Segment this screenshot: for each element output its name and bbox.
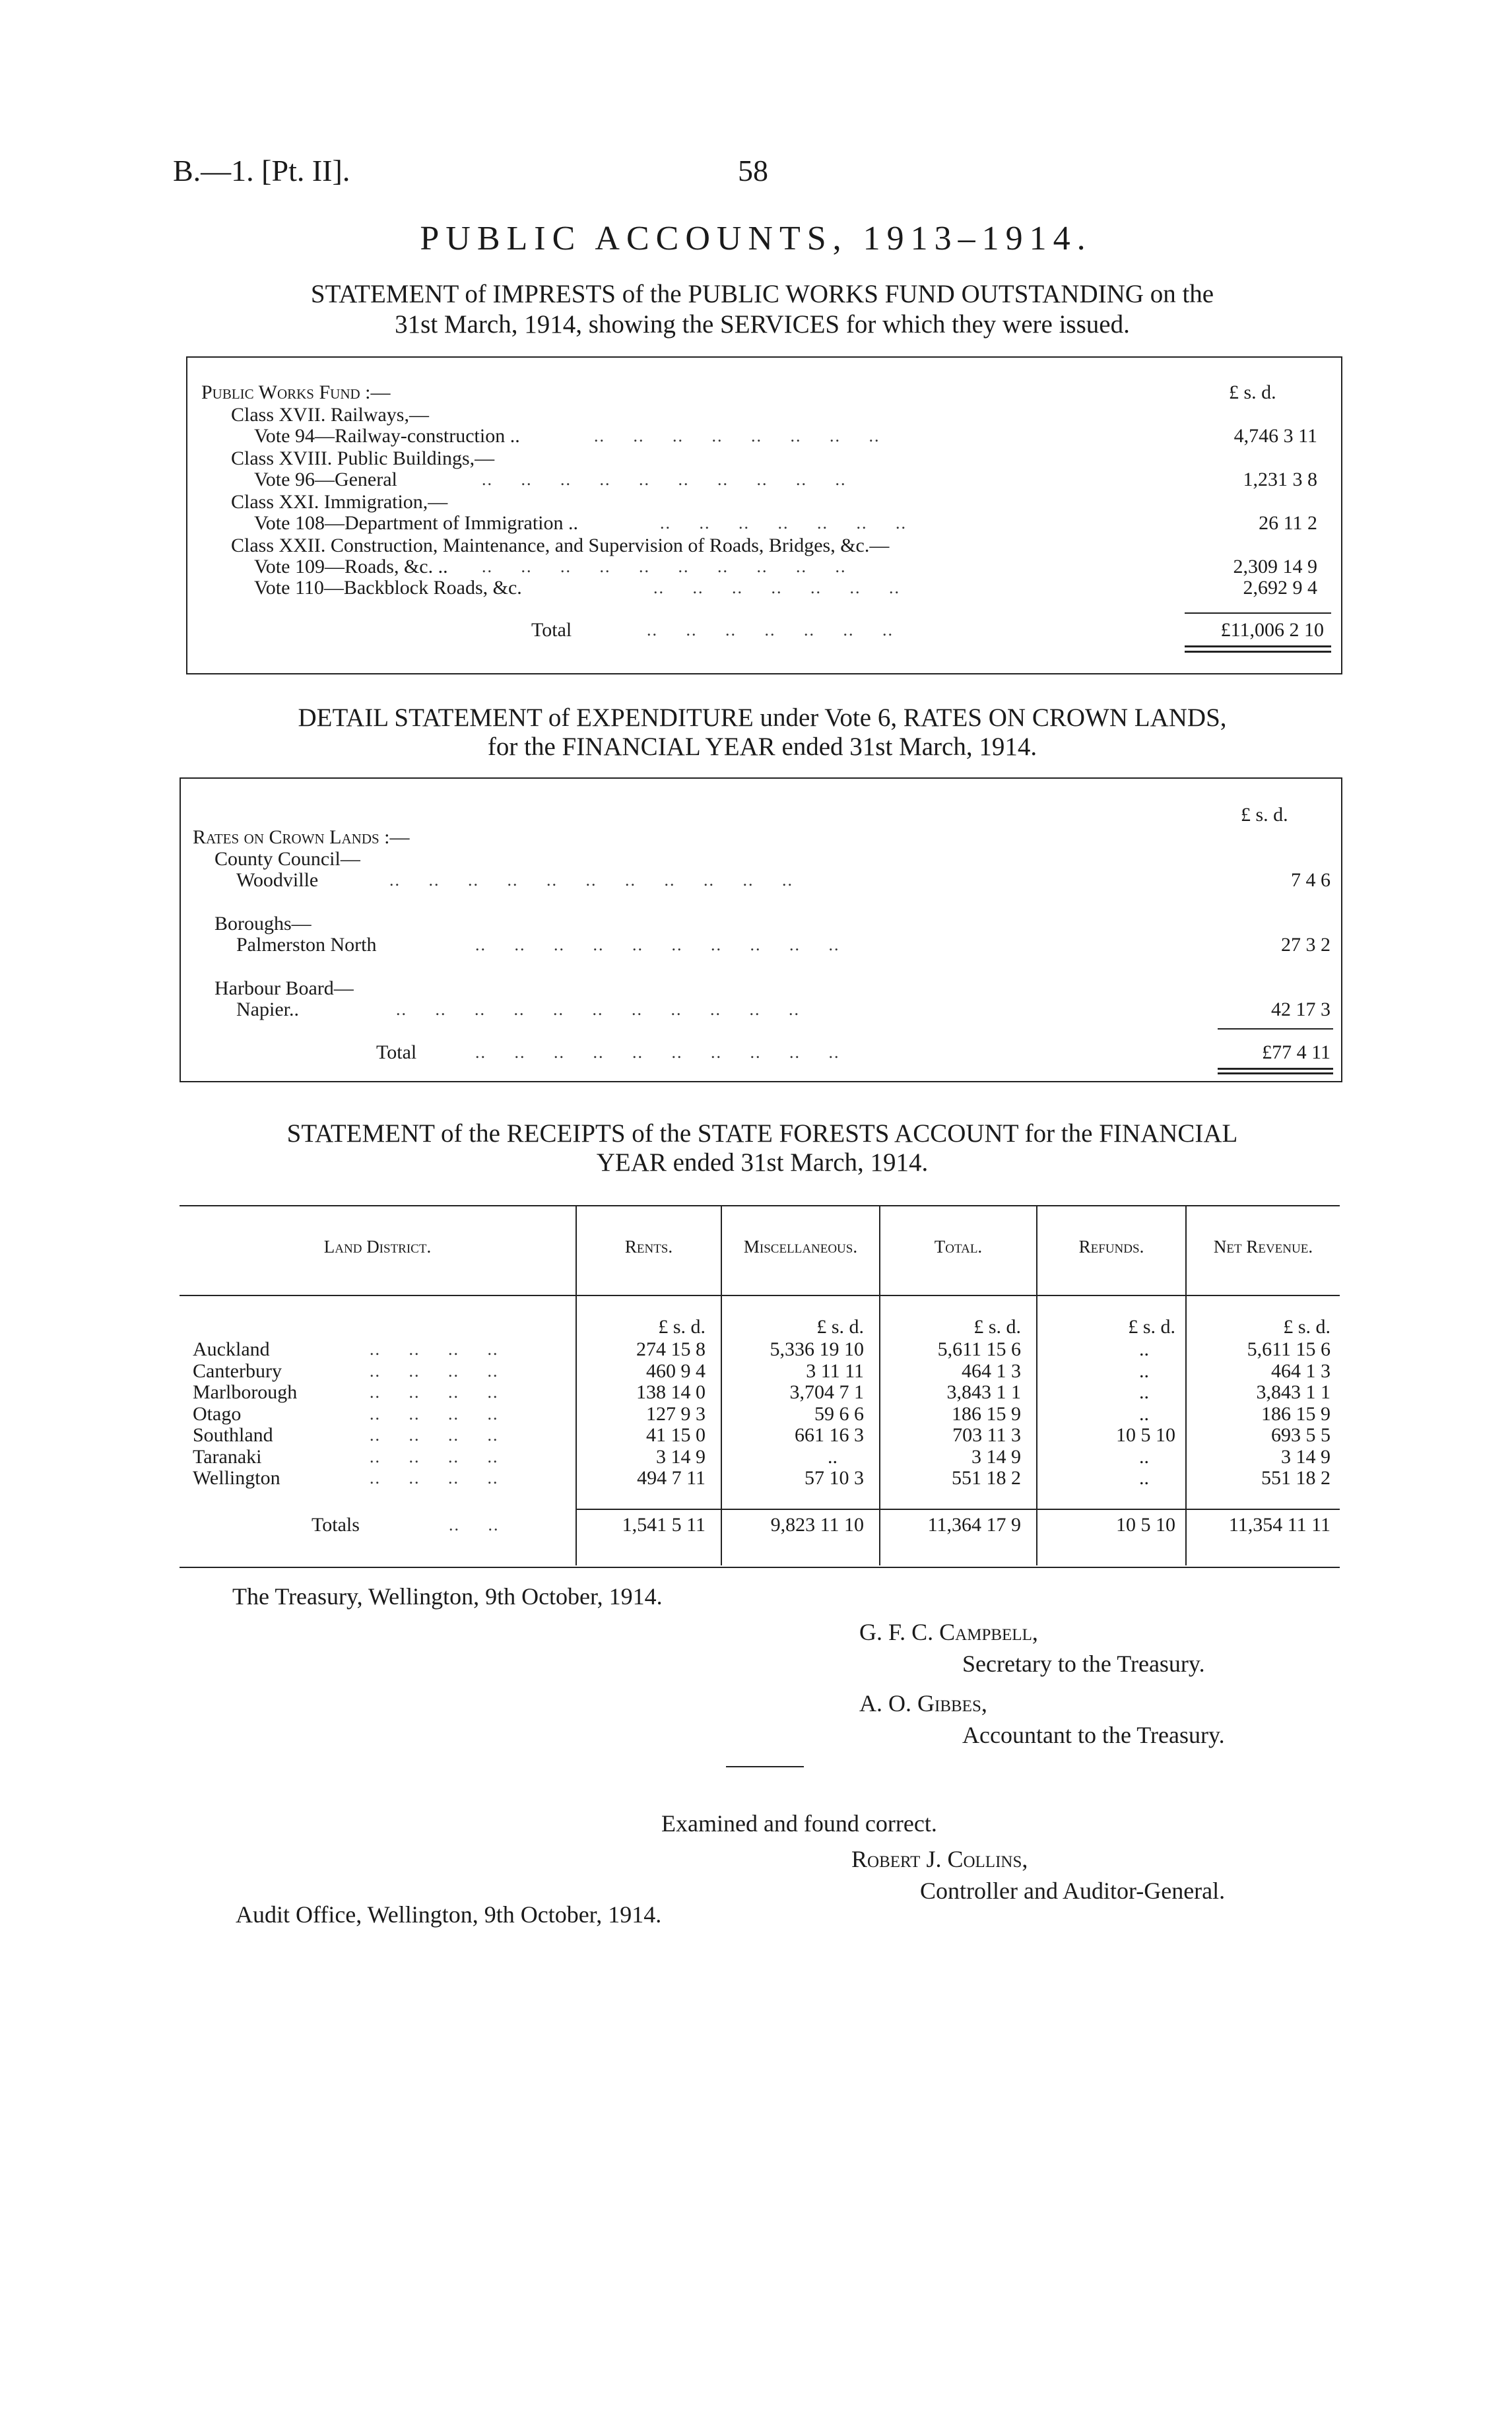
expenditure-table — [180, 777, 1342, 1082]
cell-miscellaneous: 3,704 7 1 — [789, 1381, 864, 1403]
cell-miscellaneous: 59 6 6 — [814, 1402, 864, 1425]
leader-dots: .. .. .. .. .. .. .. .. .. .. .. — [396, 1000, 800, 1019]
land-district-name: Wellington — [193, 1467, 280, 1489]
header-rule — [180, 1295, 1340, 1296]
cell-rents: 127 9 3 — [646, 1402, 706, 1425]
sum-rule — [1185, 612, 1331, 614]
expenditure-group: Boroughs— — [214, 913, 312, 934]
cell-rents: 41 15 0 — [646, 1424, 706, 1446]
column-divider — [879, 1205, 880, 1565]
cell-total: 551 18 2 — [952, 1467, 1021, 1489]
cell-miscellaneous: 5,336 19 10 — [770, 1338, 864, 1360]
totals-miscellaneous: 9,823 11 10 — [770, 1514, 864, 1536]
expenditure-item: Napier.. — [236, 999, 299, 1020]
column-header-total: Total. — [934, 1237, 983, 1257]
imprest-line: Vote 109—Roads, &c. .. — [254, 556, 448, 577]
cell-refunds: .. — [1139, 1359, 1149, 1382]
leader-dots: .. .. .. .. .. .. .. — [660, 513, 907, 533]
totals-net-revenue: 11,354 11 11 — [1228, 1514, 1331, 1536]
imprest-amount: 26 11 2 — [1259, 512, 1317, 534]
cell-total: 703 11 3 — [952, 1424, 1021, 1446]
signer-name: A. O. Gibbes, — [859, 1690, 987, 1717]
cell-rents: 138 14 0 — [636, 1381, 706, 1403]
land-district-name: Auckland — [193, 1338, 270, 1360]
unit-label: £ s. d. — [658, 1316, 706, 1338]
cell-total: 3,843 1 1 — [946, 1381, 1021, 1403]
leader-dots: .. .. .. .. — [370, 1361, 499, 1381]
column-header-land-district: Land District. — [323, 1237, 432, 1257]
signer-title: Secretary to the Treasury. — [962, 1651, 1205, 1677]
cell-refunds: .. — [1139, 1338, 1149, 1360]
land-district-name: Canterbury — [193, 1359, 282, 1382]
audit-date-line: Audit Office, Wellington, 9th October, 1914. — [236, 1901, 662, 1928]
leader-dots: .. .. .. .. — [370, 1425, 499, 1445]
cell-rents: 274 15 8 — [636, 1338, 706, 1360]
unit-label: £ s. d. — [816, 1316, 864, 1338]
cell-net-revenue: 551 18 2 — [1261, 1467, 1331, 1489]
cell-total: 3 14 9 — [971, 1445, 1021, 1468]
expenditure-heading-line1: DETAIL STATEMENT of EXPENDITURE under Vote 6, RATES ON CROWN LANDS, — [298, 704, 1227, 732]
expenditure-item: Woodville — [236, 869, 319, 891]
page-title: PUBLIC ACCOUNTS, 1913–1914. — [420, 220, 1092, 257]
treasury-date-line: The Treasury, Wellington, 9th October, 1914. — [232, 1583, 663, 1610]
land-district-name: Southland — [193, 1424, 273, 1446]
expenditure-group: Harbour Board— — [214, 977, 354, 999]
double-rule — [1218, 1068, 1333, 1070]
leader-dots: .. .. .. .. .. .. .. .. .. .. — [482, 557, 847, 576]
cell-refunds: .. — [1139, 1402, 1149, 1425]
separator-rule — [726, 1766, 804, 1767]
totals-rents: 1,541 5 11 — [622, 1514, 706, 1536]
cell-net-revenue: 186 15 9 — [1261, 1402, 1331, 1425]
column-divider — [1185, 1205, 1187, 1565]
leader-dots: .. .. .. .. .. .. .. — [653, 578, 900, 597]
cell-net-revenue: 464 1 3 — [1271, 1359, 1331, 1382]
expenditure-amount: 7 4 6 — [1291, 869, 1331, 891]
cell-refunds: .. — [1139, 1381, 1149, 1403]
expenditure-heading-line2: for the FINANCIAL YEAR ended 31st March, 1914. — [487, 733, 1037, 761]
cell-net-revenue: 5,611 15 6 — [1247, 1338, 1331, 1360]
imprest-line: Class XVIII. Public Buildings,— — [231, 447, 495, 469]
leader-dots: .. .. .. .. .. .. .. .. .. .. — [482, 470, 847, 489]
land-district-name: Taranaki — [193, 1445, 262, 1468]
cell-miscellaneous: 661 16 3 — [795, 1424, 864, 1446]
fund-label: Public Works Fund :— — [201, 381, 391, 403]
imprests-heading-line2: 31st March, 1914, showing the SERVICES for which they were issued. — [395, 310, 1130, 339]
double-rule — [1185, 645, 1331, 647]
expenditure-item: Palmerston North — [236, 934, 377, 956]
cell-rents: 494 7 11 — [637, 1467, 706, 1489]
column-header-net-revenue: Net Revenue. — [1213, 1237, 1313, 1257]
sum-rule — [1218, 1028, 1333, 1030]
imprest-line: Vote 108—Department of Immigration .. — [254, 512, 579, 534]
unit-label: £ s. d. — [1128, 1316, 1175, 1338]
leader-dots: .. .. .. .. .. .. .. — [647, 620, 894, 639]
receipts-heading-line2: YEAR ended 31st March, 1914. — [596, 1148, 929, 1177]
expenditure-amount: 27 3 2 — [1281, 934, 1331, 956]
expenditure-total-amount: £77 4 11 — [1262, 1041, 1331, 1063]
signer-name: G. F. C. Campbell, — [859, 1619, 1038, 1645]
unit-label: £ s. d. — [973, 1316, 1021, 1338]
totals-rule — [575, 1509, 1340, 1510]
expenditure-group: County Council— — [214, 848, 360, 870]
imprest-line: Class XXI. Immigration,— — [231, 491, 448, 513]
cell-miscellaneous: .. — [828, 1445, 838, 1468]
imprest-amount: 1,231 3 8 — [1243, 469, 1317, 490]
signer-title: Controller and Auditor-General. — [920, 1878, 1226, 1904]
column-divider — [1036, 1205, 1037, 1565]
cell-miscellaneous: 57 10 3 — [805, 1467, 864, 1489]
leader-dots: .. .. .. .. .. .. .. .. .. .. — [475, 935, 840, 954]
imprests-currency-header: £ s. d. — [1229, 381, 1276, 403]
leader-dots: .. .. .. .. .. .. .. .. — [594, 426, 880, 445]
leader-dots: .. .. — [449, 1515, 500, 1534]
leader-dots: .. .. .. .. — [370, 1383, 499, 1402]
cell-total: 5,611 15 6 — [937, 1338, 1021, 1360]
leader-dots: .. .. .. .. — [370, 1468, 499, 1488]
leader-dots: .. .. .. .. — [370, 1404, 499, 1424]
column-header-miscellaneous: Miscellaneous. — [743, 1237, 858, 1257]
rates-section-label: Rates on Crown Lands :— — [193, 826, 410, 848]
imprest-line: Class XXII. Construction, Maintenance, and Supervision of Roads, Bridges, &c.— — [231, 535, 890, 556]
imprest-amount: 2,309 14 9 — [1233, 556, 1317, 577]
imprest-amount: 2,692 9 4 — [1243, 577, 1317, 599]
document-reference: B.—1. [Pt. II]. — [173, 154, 350, 187]
land-district-name: Otago — [193, 1402, 242, 1425]
cell-refunds: 10 5 10 — [1116, 1424, 1175, 1446]
examined-note: Examined and found correct. — [661, 1810, 937, 1837]
imprest-line: Vote 96—General — [254, 469, 397, 490]
leader-dots: .. .. .. .. — [370, 1447, 499, 1466]
cell-refunds: .. — [1139, 1467, 1149, 1489]
imprest-line: Vote 110—Backblock Roads, &c. — [254, 577, 522, 599]
imprest-amount: 4,746 3 11 — [1233, 425, 1317, 447]
imprest-line: Class XVII. Railways,— — [231, 404, 429, 426]
cell-total: 186 15 9 — [952, 1402, 1021, 1425]
expenditure-total-label: Total — [376, 1041, 417, 1063]
receipts-heading-line1: STATEMENT of the RECEIPTS of the STATE FORESTS ACCOUNT for the FINANCIAL — [286, 1119, 1238, 1148]
column-header-refunds: Refunds. — [1078, 1237, 1144, 1257]
signer-title: Accountant to the Treasury. — [962, 1722, 1225, 1748]
double-rule — [1185, 651, 1331, 653]
double-rule — [1218, 1072, 1333, 1074]
signer-name: Robert J. Collins, — [851, 1846, 1028, 1872]
expenditure-amount: 42 17 3 — [1271, 999, 1331, 1020]
cell-rents: 460 9 4 — [646, 1359, 706, 1382]
leader-dots: .. .. .. .. — [370, 1340, 499, 1359]
unit-label: £ s. d. — [1283, 1316, 1331, 1338]
expenditure-currency-header: £ s. d. — [1241, 804, 1288, 826]
leader-dots: .. .. .. .. .. .. .. .. .. .. .. — [389, 870, 793, 890]
imprests-total-amount: £11,006 2 10 — [1220, 619, 1324, 641]
totals-label: Totals — [312, 1514, 360, 1536]
totals-refunds: 10 5 10 — [1116, 1514, 1175, 1536]
cell-total: 464 1 3 — [962, 1359, 1021, 1382]
imprests-total-label: Total — [531, 619, 572, 641]
cell-refunds: .. — [1139, 1445, 1149, 1468]
page-number: 58 — [738, 154, 768, 187]
cell-net-revenue: 3 14 9 — [1281, 1445, 1331, 1468]
cell-rents: 3 14 9 — [656, 1445, 706, 1468]
imprest-line: Vote 94—Railway-construction .. — [254, 425, 520, 447]
cell-net-revenue: 693 5 5 — [1271, 1424, 1331, 1446]
land-district-name: Marlborough — [193, 1381, 298, 1403]
imprests-heading-line1: STATEMENT of IMPRESTS of the PUBLIC WORKS FUND OUTSTANDING on the — [310, 280, 1214, 308]
column-header-rents: Rents. — [624, 1237, 673, 1257]
cell-net-revenue: 3,843 1 1 — [1256, 1381, 1331, 1403]
column-divider — [721, 1205, 722, 1565]
totals-total: 11,364 17 9 — [927, 1514, 1021, 1536]
cell-miscellaneous: 3 11 11 — [806, 1359, 864, 1382]
column-divider — [575, 1205, 577, 1565]
leader-dots: .. .. .. .. .. .. .. .. .. .. — [475, 1043, 840, 1062]
